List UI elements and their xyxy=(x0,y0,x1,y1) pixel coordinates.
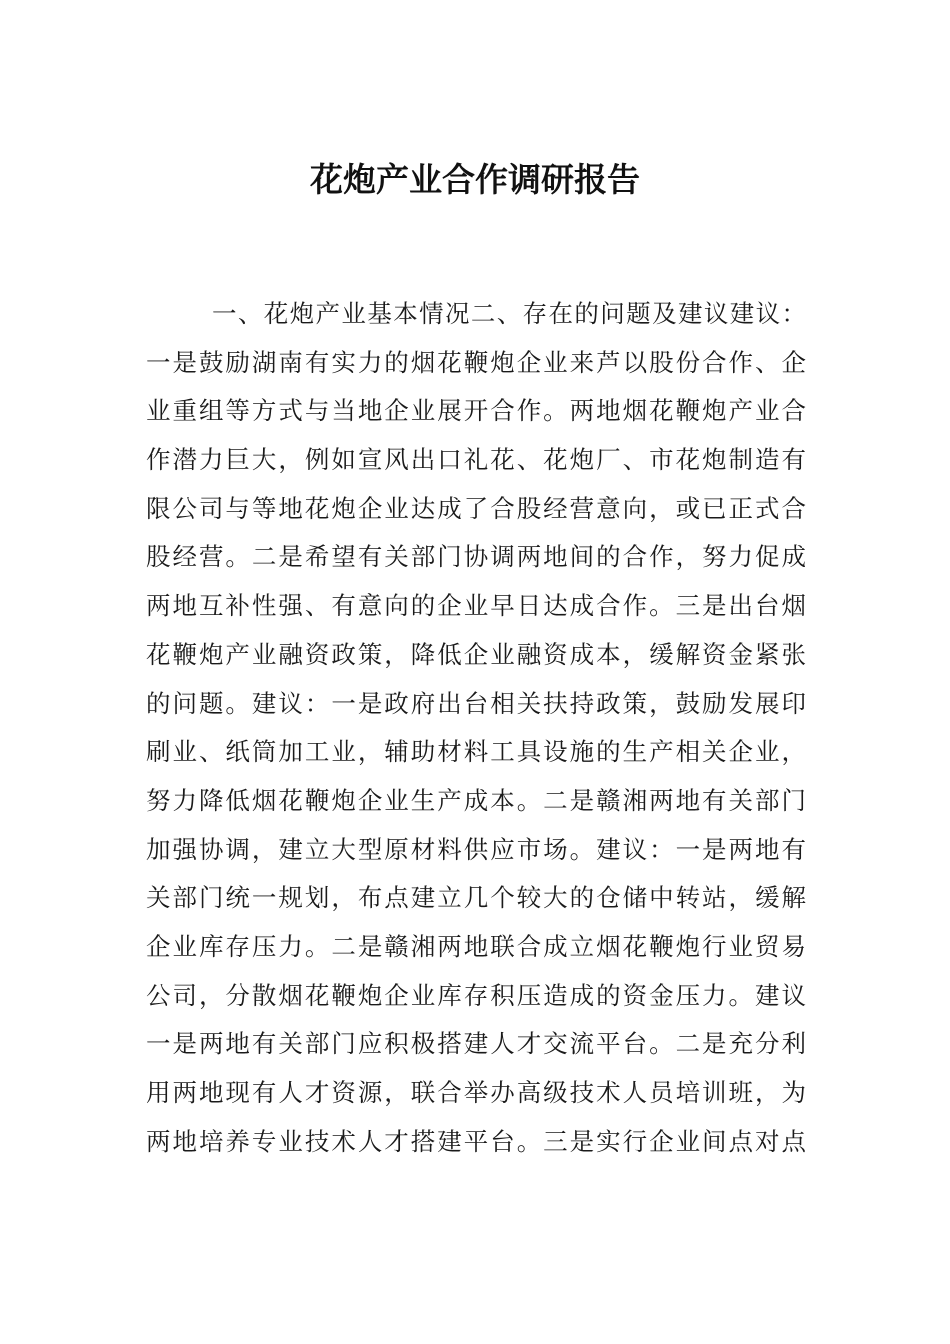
body-line: 努力降低烟花鞭炮企业生产成本。二是赣湘两地有关部门 xyxy=(146,785,806,815)
body-line: 公司，分散烟花鞭炮企业库存积压造成的资金压力。建议 xyxy=(146,980,806,1010)
body-line: 业重组等方式与当地企业展开合作。两地烟花鞭炮产业合 xyxy=(146,396,806,426)
body-line: 用两地现有人才资源，联合举办高级技术人员培训班，为 xyxy=(146,1078,806,1107)
document-title: 花炮产业合作调研报告 xyxy=(310,160,640,199)
body-line: 股经营。二是希望有关部门协调两地间的合作，努力促成 xyxy=(146,542,806,572)
body-line: 企业库存压力。二是赣湘两地联合成立烟花鞭炮行业贸易 xyxy=(146,931,806,961)
body-line: 花鞭炮产业融资政策，降低企业融资成本，缓解资金紧张 xyxy=(146,639,806,669)
document-body xyxy=(146,290,806,1166)
body-line: 关部门统一规划，布点建立几个较大的仓储中转站，缓解 xyxy=(146,883,806,913)
body-line: 两地互补性强、有意向的企业早日达成合作。三是出台烟 xyxy=(146,591,806,621)
body-line: 两地培养专业技术人才搭建平台。三是实行企业间点对点 xyxy=(146,1126,806,1156)
body-line: 一是鼓励湖南有实力的烟花鞭炮企业来芦以股份合作、企 xyxy=(146,347,806,377)
body-line: 的问题。建议：一是政府出台相关扶持政策，鼓励发展印 xyxy=(146,688,806,718)
body-line: 刷业、纸筒加工业，辅助材料工具设施的生产相关企业， xyxy=(146,737,806,767)
body-line: 作潜力巨大，例如宣风出口礼花、花炮厂、市花炮制造有 xyxy=(146,445,806,475)
body-line: 加强协调，建立大型原材料供应市场。建议：一是两地有 xyxy=(146,834,806,864)
body-line: 限公司与等地花炮企业达成了合股经营意向，或已正式合 xyxy=(146,493,806,523)
body-line: 一是两地有关部门应积极搭建人才交流平台。二是充分利 xyxy=(146,1029,806,1059)
body-line: 一、花炮产业基本情况二、存在的问题及建议建议： xyxy=(212,299,806,328)
